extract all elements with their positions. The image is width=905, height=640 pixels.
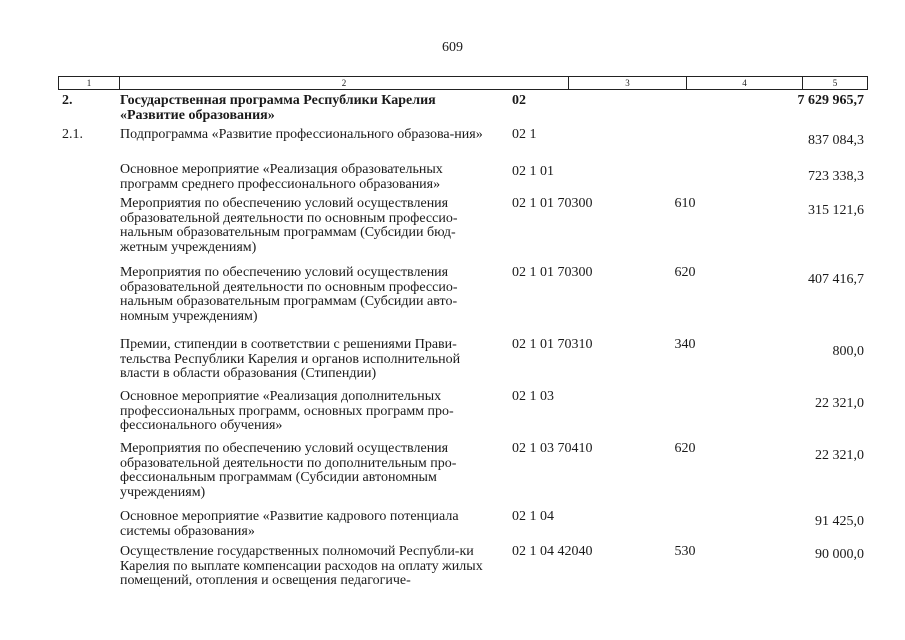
row-amount: 22 321,0 [815, 448, 864, 463]
row-kvr: 620 [674, 265, 696, 280]
column-header-1: 1 [86, 78, 92, 88]
row-amount: 7 629 965,7 [797, 93, 864, 108]
row-name: Основное мероприятие «Развитие кадрового потенциала системы образования» [120, 509, 459, 539]
row-amount: 315 121,6 [808, 203, 864, 218]
row-amount: 800,0 [832, 344, 864, 359]
row-kvr: 340 [674, 337, 696, 352]
column-header-4: 4 [686, 77, 802, 89]
row-number: 2.1. [62, 127, 83, 142]
row-amount: 723 338,3 [808, 169, 864, 184]
row-code: 02 [512, 93, 526, 108]
row-code: 02 1 04 42040 [512, 544, 593, 559]
row-kvr: 530 [674, 544, 696, 559]
row-name: Мероприятия по обеспечению условий осуществления образовательной деятельности по дополнительным про-фессиональным программам (Субсидии автономным учреждениям) [120, 441, 457, 500]
row-number: 2. [62, 93, 73, 108]
column-header-5: 5 [802, 77, 867, 89]
row-amount: 407 416,7 [808, 272, 864, 287]
row-name: Мероприятия по обеспечению условий осуществления образовательной деятельности по основным профессио-нальным образовательным программам (Субсидии бюд-жетным учреждениям) [120, 196, 458, 255]
row-name: Государственная программа Республики Карелия «Развитие образования» [120, 93, 436, 123]
row-code: 02 1 01 70310 [512, 337, 593, 352]
row-name: Премии, стипендии в соответствии с решениями Прави-тельства Республики Карелия и органов исполнительной власти в области образования (Стипендии) [120, 337, 461, 381]
column-header-2: 2 [119, 77, 568, 89]
row-code: 02 1 01 [512, 164, 554, 179]
row-code: 02 1 04 [512, 509, 554, 524]
page-number: 609 [442, 40, 463, 55]
row-code: 02 1 [512, 127, 537, 142]
row-amount: 91 425,0 [815, 514, 864, 529]
row-name: Осуществление государственных полномочий Республи-ки Карелия по выплате компенсации расходов на оплату жилых помещений, отопления и освещения педагогиче- [120, 544, 483, 588]
row-amount: 90 000,0 [815, 547, 864, 562]
row-code: 02 1 01 70300 [512, 196, 593, 211]
row-code: 02 1 03 [512, 389, 554, 404]
table-header [58, 76, 868, 90]
row-code: 02 1 01 70300 [512, 265, 593, 280]
row-amount: 22 321,0 [815, 396, 864, 411]
row-code: 02 1 03 70410 [512, 441, 593, 456]
row-name: Подпрограмма «Развитие профессионального образова-ния» [120, 127, 483, 142]
row-name: Основное мероприятие «Реализация образовательных программ среднего профессионального образования» [120, 162, 443, 192]
row-kvr: 610 [674, 196, 696, 211]
row-name: Основное мероприятие «Реализация дополнительных профессиональных программ, основных программ про-фессионального обучения» [120, 389, 454, 433]
column-header-3: 3 [568, 77, 686, 89]
row-kvr: 620 [674, 441, 696, 456]
row-amount: 837 084,3 [808, 133, 864, 148]
row-name: Мероприятия по обеспечению условий осуществления образовательной деятельности по основным профессио-нальным образовательным программам (Субсидии авто-номным учреждениям) [120, 265, 458, 324]
